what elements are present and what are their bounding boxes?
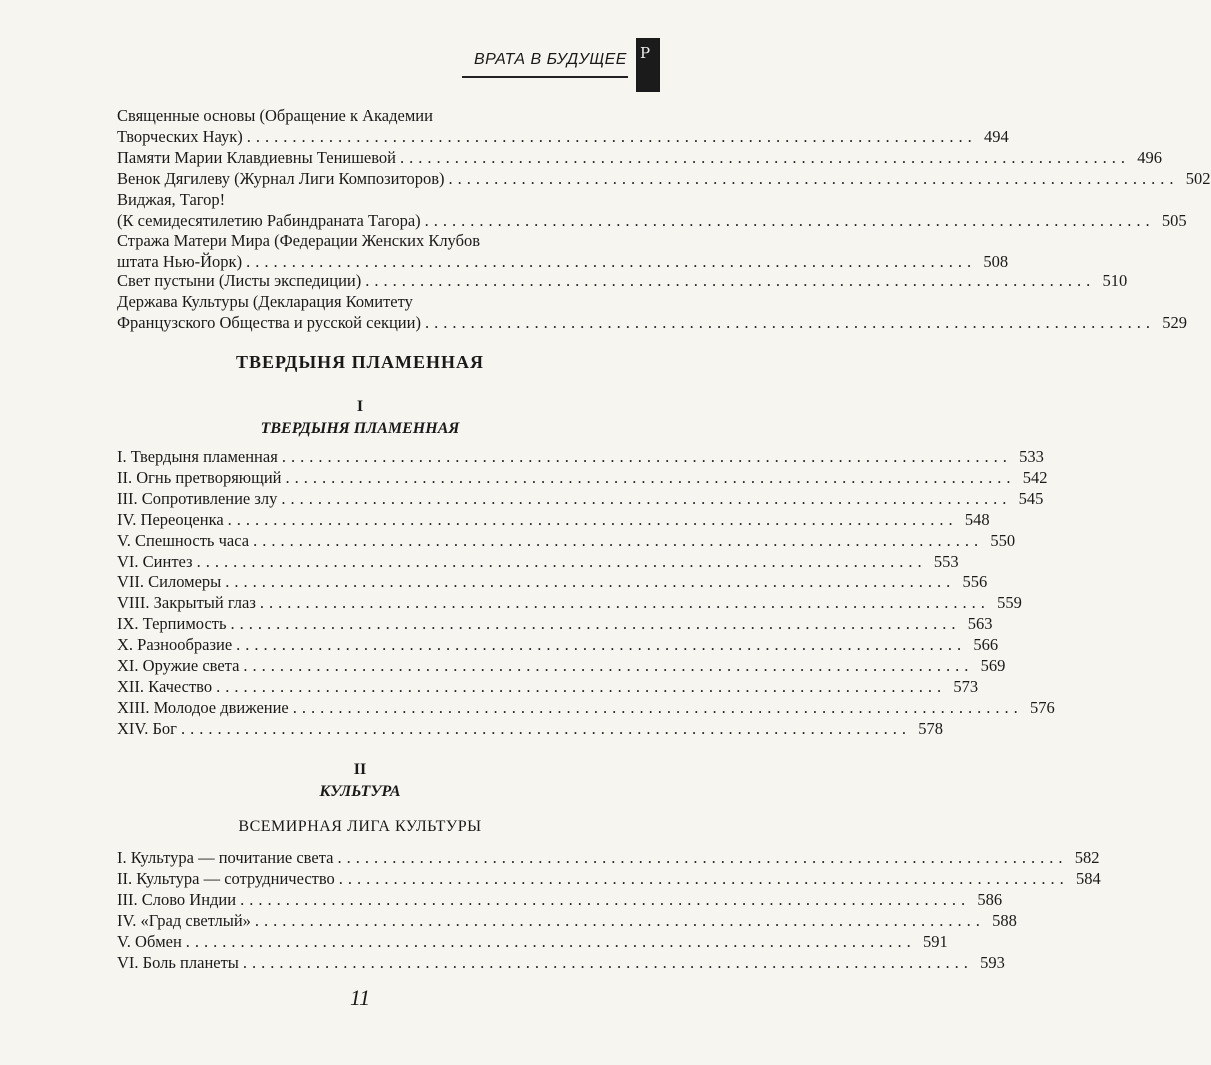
toc-entry[interactable]	[117, 105, 1009, 147]
toc-entry-page: 494	[984, 127, 1009, 146]
dot-leader: ................................................................................	[246, 127, 977, 146]
publisher-logo	[636, 38, 660, 92]
toc-entry[interactable]	[117, 655, 1006, 676]
dot-leader: ................................................................................	[216, 676, 947, 696]
toc-entry-title: XI. Оружие света	[117, 656, 240, 675]
toc-entry[interactable]	[117, 952, 1005, 973]
toc-entry-title: Стража Матери Мира (Федерации Женских Клубов	[117, 231, 481, 250]
toc-entry-page: 533	[1019, 447, 1044, 466]
toc-entry-title: II. Культура — сотрудничество	[117, 868, 335, 888]
dot-leader: ................................................................................	[225, 572, 956, 592]
dot-leader: ................................................................................	[242, 952, 973, 972]
toc-entry-page: 496	[1137, 148, 1163, 167]
part1-title: ТВЕРДЫНЯ ПЛАМЕННАЯ	[260, 420, 460, 437]
toc-entry-title: X. Разнообразие	[117, 635, 233, 655]
dot-leader: ................................................................................	[292, 697, 1023, 717]
toc-entry[interactable]	[117, 889, 1003, 910]
toc-entry-page: 584	[1076, 868, 1101, 888]
toc-entry-page: 550	[990, 530, 1016, 550]
toc-entry-title: VI. Синтез	[117, 551, 193, 571]
toc-entry[interactable]	[117, 634, 999, 655]
dot-leader: ................................................................................	[180, 718, 911, 738]
toc-entry-page: 588	[992, 910, 1017, 930]
toc-entry-title: I. Твердыня пламенная	[117, 447, 278, 466]
toc-entry-page: 576	[1030, 697, 1055, 717]
toc-entry-title: Памяти Марии Клавдиевны Тенишевой	[117, 148, 397, 167]
toc-entry[interactable]	[117, 718, 943, 739]
toc-entry-page: 553	[933, 551, 959, 571]
toc-entry-page: 591	[923, 931, 948, 951]
toc-entry-page: 545	[1018, 488, 1044, 508]
toc-entry[interactable]	[117, 168, 1211, 189]
toc-entry-page: 542	[1022, 467, 1048, 487]
dot-leader: ................................................................................	[185, 931, 916, 951]
logo-glyph: Р	[640, 44, 651, 62]
dot-leader: ................................................................................	[196, 551, 927, 571]
toc-entry[interactable]	[117, 446, 1044, 467]
toc-entry[interactable]	[117, 676, 979, 697]
toc-entry-title: Венок Дягилеву (Журнал Лиги Композиторов)	[117, 169, 445, 188]
toc-entry-title: штата Нью-Йорк)	[117, 252, 243, 271]
dot-leader: ................................................................................	[424, 211, 1155, 230]
dot-leader: ................................................................................	[448, 169, 1179, 188]
part2-title: КУЛЬТУРА	[319, 783, 401, 800]
dot-leader: ................................................................................	[227, 509, 958, 529]
toc-entry-title: VI. Боль планеты	[117, 952, 239, 972]
toc-entry-title: XIII. Молодое движение	[117, 697, 289, 717]
toc-entry-title: V. Спешность часа	[117, 530, 250, 550]
toc-entry-title: Держава Культуры (Декларация Комитету	[117, 292, 413, 311]
toc-entry-title: XIV. Бог	[117, 718, 177, 738]
toc-entry-title: IV. «Град светлый»	[117, 910, 251, 930]
running-header-title: ВРАТА В БУДУЩЕЕ	[474, 51, 627, 68]
toc-entry-page: 556	[962, 572, 988, 592]
dot-leader: ................................................................................	[338, 868, 1069, 888]
dot-leader: ................................................................................	[281, 488, 1012, 508]
toc-entry-title: VIII. Закрытый глаз	[117, 593, 256, 613]
toc-entry[interactable]	[117, 467, 1048, 488]
toc-entry-title: I. Культура — почитание света	[117, 848, 334, 867]
toc-entry-title: II. Огнь претворяющий	[117, 467, 282, 487]
toc-entry-page: 586	[977, 889, 1003, 909]
dot-leader: ................................................................................	[246, 252, 977, 271]
toc-entry[interactable]	[117, 847, 1100, 868]
toc-entry[interactable]	[117, 189, 1187, 231]
toc-entry[interactable]	[117, 931, 948, 952]
toc-entry[interactable]	[117, 613, 993, 634]
toc-entry-page: 505	[1161, 211, 1187, 230]
dot-leader: ................................................................................	[259, 593, 990, 613]
dot-leader: ................................................................................	[236, 635, 967, 655]
toc-entry[interactable]	[117, 488, 1044, 509]
toc-entry-title: III. Сопротивление злу	[117, 488, 278, 508]
toc-entry-page: 573	[953, 676, 979, 696]
toc-entry-page: 529	[1162, 313, 1187, 332]
toc-entry-title: Творческих Наук)	[117, 127, 243, 146]
toc-entry-title: Виджая, Тагор!	[117, 190, 226, 209]
toc-entry-title: Свет пустыни (Листы экспедиции)	[117, 271, 362, 290]
toc-entry[interactable]	[117, 592, 1022, 613]
toc-entry-page: 566	[973, 635, 999, 655]
toc-entry[interactable]	[117, 291, 1187, 333]
dot-leader: ................................................................................	[230, 614, 961, 634]
dot-leader: ................................................................................	[254, 910, 985, 930]
toc-entry[interactable]	[117, 147, 1163, 168]
toc-entry-title: IV. Переоценка	[117, 509, 224, 529]
dot-leader: ................................................................................	[240, 889, 971, 909]
toc-entry[interactable]	[117, 230, 1009, 272]
dot-leader: ................................................................................	[243, 656, 974, 675]
dot-leader: ................................................................................	[285, 467, 1016, 487]
dot-leader: ................................................................................	[253, 530, 984, 550]
toc-entry[interactable]	[117, 868, 1101, 889]
toc-entry-page: 559	[997, 593, 1022, 613]
toc-entry-title: V. Обмен	[117, 931, 182, 951]
toc-entry-page: 593	[980, 952, 1005, 972]
toc-entry-page: 578	[918, 718, 943, 738]
toc-entry-title: VII. Силомеры	[117, 572, 222, 592]
toc-entry[interactable]	[117, 270, 1128, 291]
part2-numeral: II	[353, 761, 367, 778]
dot-leader: ................................................................................	[337, 848, 1068, 867]
toc-entry-page: 569	[980, 656, 1006, 675]
toc-entry-page: 508	[983, 252, 1009, 271]
section-title: ТВЕРДЫНЯ ПЛАМЕННАЯ	[235, 352, 485, 372]
toc-entry-page: 510	[1102, 271, 1128, 290]
toc-entry[interactable]	[117, 571, 988, 592]
toc-entry-page: 563	[967, 614, 993, 634]
toc-entry-title: XII. Качество	[117, 676, 213, 696]
toc-entry[interactable]	[117, 509, 990, 530]
toc-entry[interactable]	[117, 530, 1016, 551]
dot-leader: ................................................................................	[365, 271, 1096, 290]
dot-leader: ................................................................................	[424, 313, 1155, 332]
toc-entry[interactable]	[117, 910, 1017, 931]
dot-leader: ................................................................................	[281, 447, 1012, 466]
part2-subtitle: ВСЕМИРНАЯ ЛИГА КУЛЬТУРЫ	[238, 818, 482, 835]
toc-entry-title: III. Слово Индии	[117, 889, 237, 909]
toc-entry-title: Священные основы (Обращение к Академии	[117, 106, 433, 125]
toc-entry-title: Французского Общества и русской секции)	[117, 313, 421, 332]
part1-numeral: I	[356, 398, 364, 415]
toc-entry-page: 548	[964, 509, 990, 529]
toc-entry-page: 502	[1185, 169, 1211, 188]
page-number: 11	[349, 985, 371, 1010]
dot-leader: ................................................................................	[400, 148, 1131, 167]
toc-entry-title: IX. Терпимость	[117, 614, 227, 634]
toc-entry-page: 582	[1074, 848, 1100, 867]
toc-entry-title: (К семидесятилетию Рабиндраната Тагора)	[117, 211, 421, 230]
toc-entry[interactable]	[117, 551, 959, 572]
toc-entry[interactable]	[117, 697, 1055, 718]
